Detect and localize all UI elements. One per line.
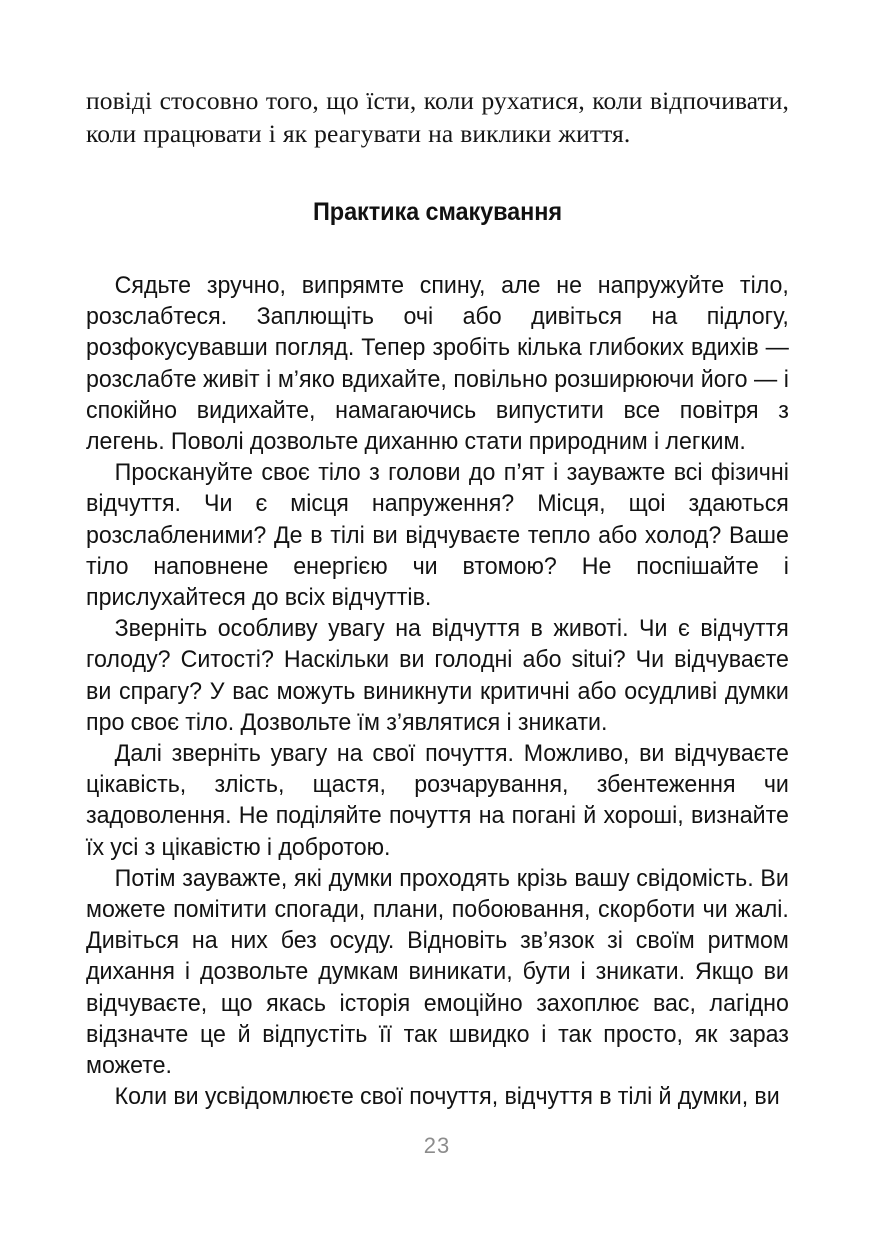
body-paragraphs: [86, 270, 789, 1112]
body-paragraph-6: Коли ви усвідомлюєте свої почуття, відчуття в тілі й думки, ви: [114, 1083, 780, 1111]
page-number: 23: [423, 1133, 451, 1158]
continuation-paragraph: повіді стосовно того, що їсти, коли рухатися, коли відпочивати, коли працювати і як реагувати на виклики життя.: [86, 86, 789, 148]
body-paragraph-2: Проскануйте своє тіло з голови до п’ят і зауважте всі фізичні відчуття. Чи є місця напруження? Місця, щоі здаються розслабленими? Де в тілі ви відчуваєте тепло або холод? Ваше тіло наповнене енергією чи втомою? Не поспішайте і прислухайтеся до всіх відчуттів.: [86, 459, 789, 612]
body-paragraph-1: Сядьте зручно, випрямте спину, але не напружуйте тіло, розслабтеся. Заплющіть очі або дивіться на підлогу, розфокусувавши погляд. Тепер зробіть кілька глибоких вдихів — розслабте живіт і м’яко вдихайте, повільно розширюючи його — і спокійно видихайте, намагаючись випустити все повітря з легень. Поволі дозвольте диханню стати природним і легким.: [86, 272, 789, 456]
page-content: [86, 84, 789, 1112]
section-heading: Практика смакування: [313, 198, 562, 226]
body-paragraph-5: Потім зауважте, які думки проходять крізь вашу свідомість. Ви можете помітити спогади, плани, побоювання, скорботи чи жалі. Дивіться на них без осуду. Відновіть зв’язок зі своїм ритмом дихання і дозвольте думкам виникати, бути і зникати. Якщо ви відчуваєте, що якась історія емоційно захоплює вас, лагідно відзначте це й відпустіть її так швидко і так просто, як зараз можете.: [86, 864, 789, 1080]
body-paragraph-4: Далі зверніть увагу на свої почуття. Можливо, ви відчуваєте цікавість, злість, щастя, розчарування, збентеження чи задоволення. Не поділяйте почуття на погані й хороші, визнайте їх усі з цікавістю і добротою.: [86, 740, 789, 861]
body-paragraph-3: Зверніть особливу увагу на відчуття в животі. Чи є відчуття голоду? Ситості? Наскільки ви голодні або situі? Чи відчуваєте ви спрагу? У вас можуть виникнути критичні або осудливі думки про своє тіло. Дозвольте їм з’являтися і зникати.: [86, 615, 789, 736]
